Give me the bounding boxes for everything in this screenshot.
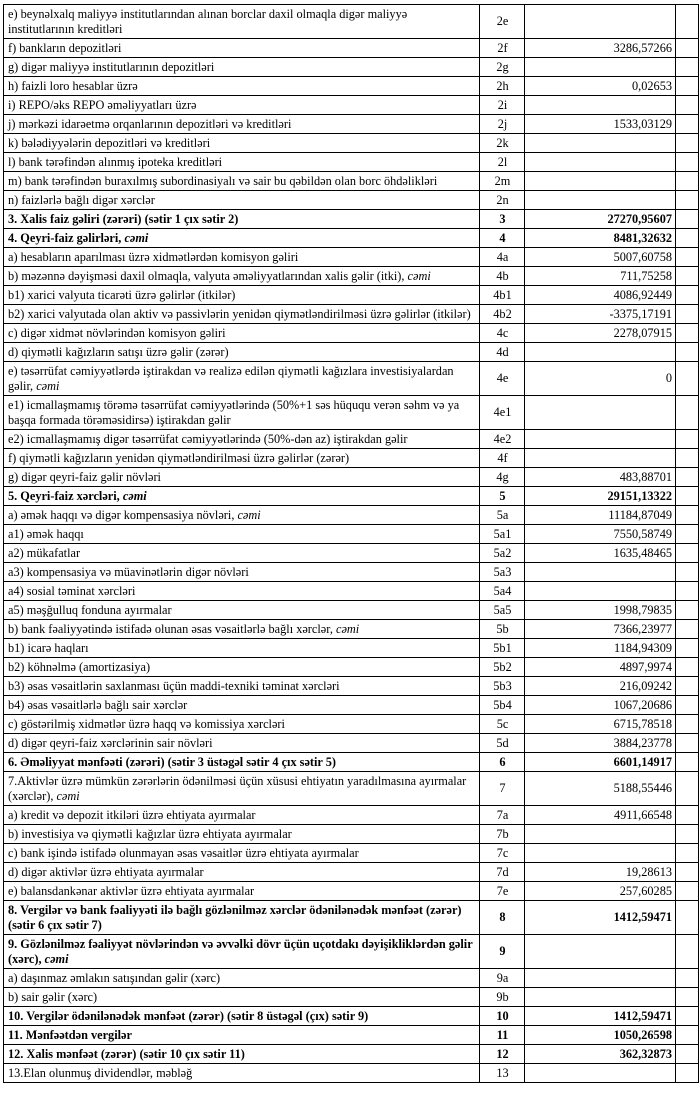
row-code: 5c: [480, 715, 525, 734]
row-label: m) bank tərəfindən buraxılmış subordinasiyalı və sair bu qəbildən olan borc öhdəlikləri: [4, 172, 480, 191]
row-extra-cell: [676, 286, 699, 305]
row-extra-cell: [676, 343, 699, 362]
row-code: 5b4: [480, 696, 525, 715]
row-code: 6: [480, 753, 525, 772]
row-extra-cell: [676, 863, 699, 882]
row-label: b) məzənnə dəyişməsi daxil olmaqla, valyuta əməliyyatlarından xalis gəlir (itki), cəmi: [4, 267, 480, 286]
row-label: a) hesabların aparılması üzrə xidmətlərdən komisyon gəliri: [4, 248, 480, 267]
row-code: 4b2: [480, 305, 525, 324]
row-value: 1412,59471: [525, 901, 676, 935]
row-extra-cell: [676, 969, 699, 988]
row-label-italic-suffix: cəmi: [44, 951, 69, 966]
table-row: [4, 115, 699, 134]
profit-loss-table: [3, 4, 699, 1083]
table-row: [4, 39, 699, 58]
row-extra-cell: [676, 772, 699, 806]
row-value: [525, 343, 676, 362]
row-extra-cell: [676, 677, 699, 696]
row-code: 7a: [480, 806, 525, 825]
table-row: [4, 134, 699, 153]
table-row: [4, 343, 699, 362]
table-row: [4, 935, 699, 969]
table-row: [4, 1064, 699, 1083]
row-extra-cell: [676, 1045, 699, 1064]
row-label: l) bank tərəfindən alınmış ipoteka kreditləri: [4, 153, 480, 172]
row-extra-cell: [676, 210, 699, 229]
row-code: 7e: [480, 882, 525, 901]
row-label: j) mərkəzi idarəetmə orqanlarının depozitləri və kreditləri: [4, 115, 480, 134]
row-value: 1635,48465: [525, 544, 676, 563]
row-value: 0: [525, 362, 676, 396]
row-code: 4e2: [480, 430, 525, 449]
row-label: 8. Vergilər və bank fəaliyyəti ilə bağlı gözlənilməz xərclər ödənilənədək mənfəət (zərər) (sətir 6 çıx sətir 7): [4, 901, 480, 935]
row-label: b1) xarici valyuta ticarəti üzrə gəlirlər (itkilər): [4, 286, 480, 305]
table-row: [4, 863, 699, 882]
row-code: 10: [480, 1007, 525, 1026]
table-row: [4, 901, 699, 935]
table-row: [4, 825, 699, 844]
row-code: 5d: [480, 734, 525, 753]
row-value: -3375,17191: [525, 305, 676, 324]
row-extra-cell: [676, 734, 699, 753]
row-label: 5. Qeyri-faiz xərcləri, cəmi: [4, 487, 480, 506]
row-label: a3) kompensasiya və müavinətlərin digər növləri: [4, 563, 480, 582]
row-code: 13: [480, 1064, 525, 1083]
row-value: 11184,87049: [525, 506, 676, 525]
table-row: [4, 267, 699, 286]
row-value: 1533,03129: [525, 115, 676, 134]
table-row: [4, 525, 699, 544]
row-value: 6601,14917: [525, 753, 676, 772]
row-label: c) digər xidmət növlərindən komisyon gəliri: [4, 324, 480, 343]
row-label: 9. Gözlənilməz fəaliyyət növlərindən və əvvəlki dövr üçün uçotdakı dəyişikliklərdən gəlir (xərc), cəmi: [4, 935, 480, 969]
row-label: 6. Əməliyyat mənfəəti (zərəri) (sətir 3 üstəgəl sətir 4 çıx sətir 5): [4, 753, 480, 772]
table-row: [4, 1026, 699, 1045]
row-extra-cell: [676, 134, 699, 153]
row-code: 11: [480, 1026, 525, 1045]
row-code: 5a1: [480, 525, 525, 544]
row-value: 1412,59471: [525, 1007, 676, 1026]
table-row: [4, 544, 699, 563]
table-row: [4, 658, 699, 677]
table-row: [4, 286, 699, 305]
row-label: g) digər qeyri-faiz gəlir növləri: [4, 468, 480, 487]
row-code: 4e1: [480, 396, 525, 430]
row-code: 7: [480, 772, 525, 806]
row-extra-cell: [676, 696, 699, 715]
row-code: 12: [480, 1045, 525, 1064]
row-label: b1) icarə haqları: [4, 639, 480, 658]
row-value: [525, 96, 676, 115]
row-value: 2278,07915: [525, 324, 676, 343]
row-value: 27270,95607: [525, 210, 676, 229]
row-value: [525, 582, 676, 601]
row-code: 4c: [480, 324, 525, 343]
row-value: 0,02653: [525, 77, 676, 96]
row-value: [525, 153, 676, 172]
row-extra-cell: [676, 935, 699, 969]
row-label: a1) əmək haqqı: [4, 525, 480, 544]
row-label: e) təsərrüfat cəmiyyətlərdə iştirakdan və realizə edilən qiymətli kağızlara investisiyalardan gəlir, cəmi: [4, 362, 480, 396]
table-row: [4, 487, 699, 506]
row-code: 2f: [480, 39, 525, 58]
row-code: 2n: [480, 191, 525, 210]
row-value: [525, 935, 676, 969]
row-value: 4086,92449: [525, 286, 676, 305]
row-value: 8481,32632: [525, 229, 676, 248]
row-value: 5007,60758: [525, 248, 676, 267]
row-code: 9a: [480, 969, 525, 988]
row-code: 2g: [480, 58, 525, 77]
row-value: 257,60285: [525, 882, 676, 901]
table-row: [4, 677, 699, 696]
table-row: [4, 324, 699, 343]
row-code: 9: [480, 935, 525, 969]
row-label: n) faizlərlə bağlı digər xərclər: [4, 191, 480, 210]
row-label-italic-suffix: cəmi: [56, 788, 80, 803]
row-value: [525, 396, 676, 430]
table-row: [4, 620, 699, 639]
row-value: [525, 449, 676, 468]
row-value: 711,75258: [525, 267, 676, 286]
row-value: [525, 844, 676, 863]
row-extra-cell: [676, 658, 699, 677]
table-row: [4, 396, 699, 430]
row-code: 5b1: [480, 639, 525, 658]
row-extra-cell: [676, 396, 699, 430]
row-extra-cell: [676, 153, 699, 172]
row-code: 5a5: [480, 601, 525, 620]
row-value: 1184,94309: [525, 639, 676, 658]
table-row: [4, 305, 699, 324]
row-extra-cell: [676, 362, 699, 396]
row-code: 7d: [480, 863, 525, 882]
row-value: 362,32873: [525, 1045, 676, 1064]
row-extra-cell: [676, 525, 699, 544]
row-extra-cell: [676, 58, 699, 77]
row-value: 6715,78518: [525, 715, 676, 734]
row-value: 4897,9974: [525, 658, 676, 677]
table-row: [4, 734, 699, 753]
table-row: [4, 563, 699, 582]
row-code: 7c: [480, 844, 525, 863]
row-code: 5b2: [480, 658, 525, 677]
row-label-italic-suffix: cəmi: [124, 230, 149, 245]
row-extra-cell: [676, 601, 699, 620]
row-extra-cell: [676, 639, 699, 658]
row-label-italic-suffix: cəmi: [36, 378, 60, 393]
row-code: 5b3: [480, 677, 525, 696]
table-row: [4, 362, 699, 396]
row-value: [525, 191, 676, 210]
row-extra-cell: [676, 1026, 699, 1045]
row-extra-cell: [676, 882, 699, 901]
row-label: c) bank işində istifadə olunmayan əsas vəsaitlər üzrə ehtiyata ayırmalar: [4, 844, 480, 863]
table-row: [4, 77, 699, 96]
row-label: h) faizli loro hesablar üzrə: [4, 77, 480, 96]
row-extra-cell: [676, 544, 699, 563]
row-label: b4) əsas vəsaitlərlə bağlı sair xərclər: [4, 696, 480, 715]
table-row: [4, 806, 699, 825]
table-row: [4, 506, 699, 525]
row-label: f) bankların depozitləri: [4, 39, 480, 58]
row-label: b2) köhnəlmə (amortizasiya): [4, 658, 480, 677]
table-row: [4, 753, 699, 772]
row-extra-cell: [676, 825, 699, 844]
row-label: 12. Xalis mənfəət (zərər) (sətir 10 çıx sətir 11): [4, 1045, 480, 1064]
row-extra-cell: [676, 620, 699, 639]
table-row: [4, 191, 699, 210]
row-extra-cell: [676, 988, 699, 1007]
table-row: [4, 430, 699, 449]
row-code: 2m: [480, 172, 525, 191]
row-extra-cell: [676, 229, 699, 248]
table-row: [4, 715, 699, 734]
table-row: [4, 449, 699, 468]
row-value: 5188,55446: [525, 772, 676, 806]
table-row: [4, 988, 699, 1007]
table-row: [4, 1045, 699, 1064]
row-label: k) bələdiyyələrin depozitləri və kreditləri: [4, 134, 480, 153]
table-row: [4, 172, 699, 191]
row-extra-cell: [676, 1007, 699, 1026]
row-label: d) digər qeyri-faiz xərclərinin sair növləri: [4, 734, 480, 753]
table-row: [4, 639, 699, 658]
row-value: [525, 563, 676, 582]
table-row: [4, 1007, 699, 1026]
profit-loss-table-body: [4, 5, 699, 1083]
row-value: [525, 58, 676, 77]
row-label: a) daşınmaz əmlakın satışından gəlir (xərc): [4, 969, 480, 988]
row-code: 2h: [480, 77, 525, 96]
row-extra-cell: [676, 715, 699, 734]
row-extra-cell: [676, 901, 699, 935]
row-code: 2e: [480, 5, 525, 39]
row-value: 1067,20686: [525, 696, 676, 715]
row-extra-cell: [676, 324, 699, 343]
row-code: 8: [480, 901, 525, 935]
row-extra-cell: [676, 506, 699, 525]
row-code: 4: [480, 229, 525, 248]
row-code: 5a3: [480, 563, 525, 582]
row-label: d) qiymətli kağızların satışı üzrə gəlir (zərər): [4, 343, 480, 362]
row-value: [525, 969, 676, 988]
financial-statement-page: [0, 4, 700, 1083]
table-row: [4, 882, 699, 901]
row-value: 1050,26598: [525, 1026, 676, 1045]
row-code: 4d: [480, 343, 525, 362]
row-extra-cell: [676, 96, 699, 115]
row-code: 2l: [480, 153, 525, 172]
row-code: 9b: [480, 988, 525, 1007]
row-value: 7366,23977: [525, 620, 676, 639]
row-value: 4911,66548: [525, 806, 676, 825]
row-extra-cell: [676, 5, 699, 39]
row-extra-cell: [676, 77, 699, 96]
table-row: [4, 772, 699, 806]
row-label: a) kredit və depozit itkiləri üzrə ehtiyata ayırmalar: [4, 806, 480, 825]
table-row: [4, 58, 699, 77]
row-extra-cell: [676, 430, 699, 449]
row-value: [525, 430, 676, 449]
table-row: [4, 153, 699, 172]
row-extra-cell: [676, 582, 699, 601]
row-code: 5a2: [480, 544, 525, 563]
row-label-italic-suffix: cəmi: [335, 621, 360, 636]
row-value: [525, 134, 676, 153]
row-value: [525, 1064, 676, 1083]
row-label: 10. Vergilər ödənilənədək mənfəət (zərər) (sətir 8 üstəgəl (çıx) sətir 9): [4, 1007, 480, 1026]
row-value: 3286,57266: [525, 39, 676, 58]
table-row: [4, 844, 699, 863]
row-label: c) göstərilmiş xidmətlər üzrə haqq və komissiya xərcləri: [4, 715, 480, 734]
row-extra-cell: [676, 248, 699, 267]
row-label: b) investisiya və qiymətli kağızlar üzrə ehtiyata ayırmalar: [4, 825, 480, 844]
row-extra-cell: [676, 305, 699, 324]
row-code: 4e: [480, 362, 525, 396]
row-label: 11. Mənfəətdən vergilər: [4, 1026, 480, 1045]
table-row: [4, 969, 699, 988]
row-value: 483,88701: [525, 468, 676, 487]
row-label: 13.Elan olunmuş dividendlər, məbləğ: [4, 1064, 480, 1083]
row-label-italic-suffix: cəmi: [122, 488, 147, 503]
row-code: 4b1: [480, 286, 525, 305]
table-row: [4, 468, 699, 487]
row-code: 4b: [480, 267, 525, 286]
row-code: 4a: [480, 248, 525, 267]
row-extra-cell: [676, 172, 699, 191]
row-value: 7550,58749: [525, 525, 676, 544]
row-code: 5: [480, 487, 525, 506]
row-label: e) beynəlxalq maliyyə institutlarından alınan borclar daxil olmaqla digər maliyyə institutlarının kreditləri: [4, 5, 480, 39]
table-row: [4, 96, 699, 115]
row-value: [525, 825, 676, 844]
row-label: a4) sosial təminat xərcləri: [4, 582, 480, 601]
row-extra-cell: [676, 487, 699, 506]
row-value: [525, 988, 676, 1007]
table-row: [4, 229, 699, 248]
row-label: d) digər aktivlər üzrə ehtiyata ayırmalar: [4, 863, 480, 882]
row-label: e1) icmallaşmamış törəmə təsərrüfat cəmiyyətlərində (50%+1 səs hüququ verən səhm və ya başqa formada törəməsidirsə) iştirakdan gəlir: [4, 396, 480, 430]
row-code: 4f: [480, 449, 525, 468]
row-value: 29151,13322: [525, 487, 676, 506]
row-label: g) digər maliyyə institutlarının depozitləri: [4, 58, 480, 77]
row-value: 1998,79835: [525, 601, 676, 620]
row-code: 5a4: [480, 582, 525, 601]
row-extra-cell: [676, 753, 699, 772]
row-extra-cell: [676, 844, 699, 863]
row-extra-cell: [676, 39, 699, 58]
row-extra-cell: [676, 191, 699, 210]
row-extra-cell: [676, 563, 699, 582]
row-label: 4. Qeyri-faiz gəlirləri, cəmi: [4, 229, 480, 248]
row-code: 4g: [480, 468, 525, 487]
row-label: a2) mükafatlar: [4, 544, 480, 563]
row-extra-cell: [676, 806, 699, 825]
row-extra-cell: [676, 115, 699, 134]
row-label: 3. Xalis faiz gəliri (zərəri) (sətir 1 çıx sətir 2): [4, 210, 480, 229]
row-value: [525, 172, 676, 191]
row-label: b) bank fəaliyyətində istifadə olunan əsas vəsaitlərlə bağlı xərclər, cəmi: [4, 620, 480, 639]
row-value: 3884,23778: [525, 734, 676, 753]
table-row: [4, 601, 699, 620]
table-row: [4, 696, 699, 715]
table-row: [4, 210, 699, 229]
row-value: 19,28613: [525, 863, 676, 882]
row-value: [525, 5, 676, 39]
row-extra-cell: [676, 449, 699, 468]
row-label: a) əmək haqqı və digər kompensasiya növləri, cəmi: [4, 506, 480, 525]
row-label: 7.Aktivlər üzrə mümkün zərərlərin ödənilməsi üçün xüsusi ehtiyatın yaradılmasına ayırmalar (xərclər), cəmi: [4, 772, 480, 806]
row-label-italic-suffix: cəmi: [407, 268, 431, 283]
row-label-italic-suffix: cəmi: [237, 507, 261, 522]
row-code: 5b: [480, 620, 525, 639]
table-row: [4, 248, 699, 267]
row-extra-cell: [676, 468, 699, 487]
row-label: e2) icmallaşmamış digər təsərrüfat cəmiyyətlərində (50%-dən az) iştirakdan gəlir: [4, 430, 480, 449]
row-label: b) sair gəlir (xərc): [4, 988, 480, 1007]
row-code: 2k: [480, 134, 525, 153]
row-code: 2j: [480, 115, 525, 134]
row-label: e) balansdankənar aktivlər üzrə ehtiyata ayırmalar: [4, 882, 480, 901]
row-extra-cell: [676, 1064, 699, 1083]
table-row: [4, 5, 699, 39]
row-value: 216,09242: [525, 677, 676, 696]
table-row: [4, 582, 699, 601]
row-label: a5) məşğulluq fonduna ayırmalar: [4, 601, 480, 620]
row-label: i) REPO/əks REPO əməliyyatları üzrə: [4, 96, 480, 115]
row-code: 3: [480, 210, 525, 229]
row-label: b3) əsas vəsaitlərin saxlanması üçün maddi-texniki təminat xərcləri: [4, 677, 480, 696]
row-code: 5a: [480, 506, 525, 525]
row-code: 7b: [480, 825, 525, 844]
row-label: f) qiymətli kağızların yenidən qiymətləndirilməsi üzrə gəlirlər (zərər): [4, 449, 480, 468]
row-code: 2i: [480, 96, 525, 115]
row-extra-cell: [676, 267, 699, 286]
row-label: b2) xarici valyutada olan aktiv və passivlərin yenidən qiymətləndirilməsi üzrə gəlirlər (itkilər): [4, 305, 480, 324]
